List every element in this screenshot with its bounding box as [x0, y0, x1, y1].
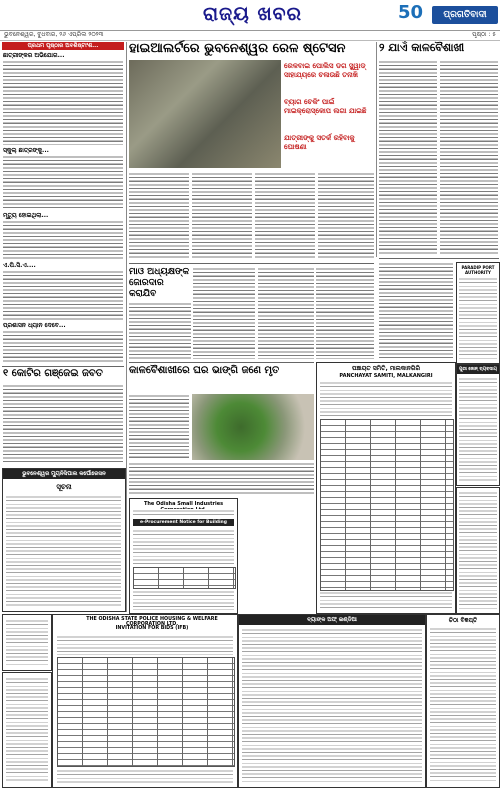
tender-intro — [57, 635, 233, 655]
ganja-story-headline: ୧ କୋଟିର ଗଞ୍ଜେଇ ଜବତ — [3, 368, 103, 379]
right-story-body-1 — [379, 60, 437, 255]
kalbaisakhi-body — [129, 394, 189, 460]
lead-bullets — [284, 60, 374, 168]
divider — [2, 366, 124, 367]
classified-box — [456, 364, 500, 486]
paradip-port-notice — [456, 262, 500, 364]
osic-tender — [129, 498, 238, 614]
left-body-text-2 — [3, 155, 123, 210]
tender-subtitle: INVITATION FOR BIDS (IFB) — [115, 626, 189, 631]
left-body-text-5 — [3, 330, 123, 364]
lead-body-col-4 — [318, 172, 374, 260]
lead-body-col-3 — [255, 172, 315, 260]
panchayat-title: ପଞ୍ଚାୟତ ସମିତି, ମାଲକାନଗିରି — [351, 365, 420, 372]
bottom-right-body — [430, 627, 496, 783]
kalbaisakhi-photo — [192, 394, 314, 460]
left-sub-heading-4: ଏ.ପି.ସି.ଏ.... — [3, 262, 36, 269]
column-rule — [126, 42, 127, 612]
right-mid-body — [379, 262, 453, 359]
osic-title: The Odisha Small Industries — [143, 501, 224, 507]
mid-story-headline: ମାଓ ଅଧ୍ୟକ୍ଷଙ୍କ ଜୋରଦାର କରାଯିବ — [129, 267, 190, 299]
classified-title: ପୁରୀ ଜୋନ୍ ବ୍ୟବସାୟ — [457, 365, 499, 374]
lead-body-col-1 — [129, 172, 189, 260]
bank-notice-title: ବ୍ୟାଙ୍କ ଅଫ୍ ଇଣ୍ଡିଆ — [239, 615, 425, 625]
lead-bullet-3: ଯାତ୍ରୀଙ୍କୁ ସତର୍କ ରହିବାକୁ ଘୋଷଣା — [284, 134, 355, 151]
divider — [129, 362, 314, 363]
left-sub-heading-5: ପ୍ରଶାସନ ଧ୍ୟାନ ଦେବେ... — [3, 322, 66, 329]
osic-body — [133, 529, 234, 565]
left-sub-heading-2: ସ୍କୁଲ୍ ଛାତ୍ରଙ୍କୁ... — [3, 147, 49, 154]
panchayat-notice — [316, 362, 456, 614]
bottom-right-title: ଚିଠା ବିଜ୍ଞପ୍ତି — [448, 617, 478, 624]
lead-photo — [129, 60, 281, 168]
osic-notice: e-Procurement Notice for Building — [133, 519, 234, 526]
osic-address — [133, 509, 234, 517]
bottom-right-notice — [426, 614, 500, 788]
mid-story-body-4 — [316, 267, 374, 359]
mid-story-body-2 — [193, 267, 255, 359]
bmc-notice-subtitle: ସୂଚନା — [56, 483, 72, 491]
masthead — [0, 0, 500, 31]
lead-bullet-1: ରେଳବାଇ ପୋଲିସ ଡଗ ସ୍କ୍ୱାଡ୍‌ ସାହାଯ୍ୟରେ ଚଳାଉଛି ତନାଖି — [284, 62, 366, 79]
police-housing-tender — [52, 614, 238, 788]
divider — [379, 258, 499, 259]
bmc-notice-body — [6, 495, 121, 607]
tender-table — [57, 657, 235, 767]
panchayat-subtitle: PANCHAYAT SAMITI, MALKANGIRI — [339, 373, 433, 379]
panchayat-table — [320, 419, 454, 591]
paradip-body — [459, 277, 497, 361]
right-story-body-2 — [440, 60, 498, 255]
ganja-story-body — [3, 384, 123, 464]
bmc-notice — [2, 468, 126, 612]
left-bottom-notice-body — [6, 677, 48, 783]
mid-story-body-1 — [129, 302, 191, 359]
classified-body — [459, 377, 497, 481]
date-text: ଭୁବନେଶ୍ୱର, ବୁଧବାର, ୨୬ ଏପ୍ରିଲ ୨୦୨୩ — [4, 31, 104, 38]
section-title: ରାଜ୍ୟ ଖବର — [202, 3, 303, 25]
bank-notice — [238, 614, 426, 788]
tender-footer — [57, 769, 233, 783]
osic-footer — [133, 590, 234, 610]
lead-body-col-2 — [192, 172, 252, 260]
page-number: ପୃଷ୍ଠା : ୫ — [472, 31, 496, 38]
lead-headline: ହାଇଆଲର୍ଟରେ ଭୁବନେଶ୍ୱର ରେଳ ଷ୍ଟେସନ — [129, 41, 346, 56]
bank-notice-body — [242, 628, 422, 783]
small-notice-body — [6, 619, 48, 667]
newspaper-brand: ପ୍ରଗତିବାଦୀ — [432, 6, 498, 24]
classified-box-2 — [456, 487, 500, 614]
panchayat-footer — [320, 591, 452, 609]
left-section-heading: ପ୍ରଥମ ପୃଷ୍ଠାର ଅବଶିଷ୍ଟାଂଶ... — [2, 42, 124, 50]
mid-story-body-3 — [258, 267, 314, 359]
right-story-headline: ୨ ଯାଏଁ କାଳବୈଶାଖୀ — [379, 41, 465, 54]
small-notice — [2, 614, 52, 671]
left-sub-heading-3: ମୃତ୍ୟୁ ହୋଇଥିଲା... — [3, 212, 49, 219]
left-sub-heading-1: ଛାତ୍ରୀଙ୍କର ଅଭିଯୋଗ... — [3, 52, 65, 59]
left-bottom-notice — [2, 672, 52, 788]
kalbaisakhi-body-2 — [129, 462, 314, 496]
lead-bullet-2: ବ୍ୟାଗ ଚେକିଂ ପାଇଁ ମାଇକ୍ରୋସ୍କୋପ ଲଗା ଯାଇଛି — [284, 98, 367, 115]
panchayat-intro — [320, 381, 452, 417]
bmc-notice-title: ଭୁବନେଶ୍ୱର ମ୍ୟୁନିସିପାଲ କର୍ପୋରେସନ — [3, 469, 125, 479]
paradip-title: PARADIP PORT AUTHORITY — [461, 265, 495, 275]
osic-table — [133, 567, 236, 589]
classified-body-2 — [459, 491, 497, 609]
kalbaisakhi-headline: କାଳବୈଶାଖୀରେ ଘର ଭାଙ୍ଗି ଜଣେ ମୃତ — [129, 365, 280, 376]
left-body-text-1 — [3, 60, 123, 145]
left-body-text-4 — [3, 270, 123, 320]
tender-title: THE ODISHA STATE POLICE HOUSING & WELFARE CORPORATION LTD. — [86, 617, 218, 627]
column-rule — [376, 42, 377, 257]
anniversary-logo: 50 — [398, 2, 424, 23]
left-body-text-3 — [3, 220, 123, 260]
divider — [129, 263, 374, 264]
